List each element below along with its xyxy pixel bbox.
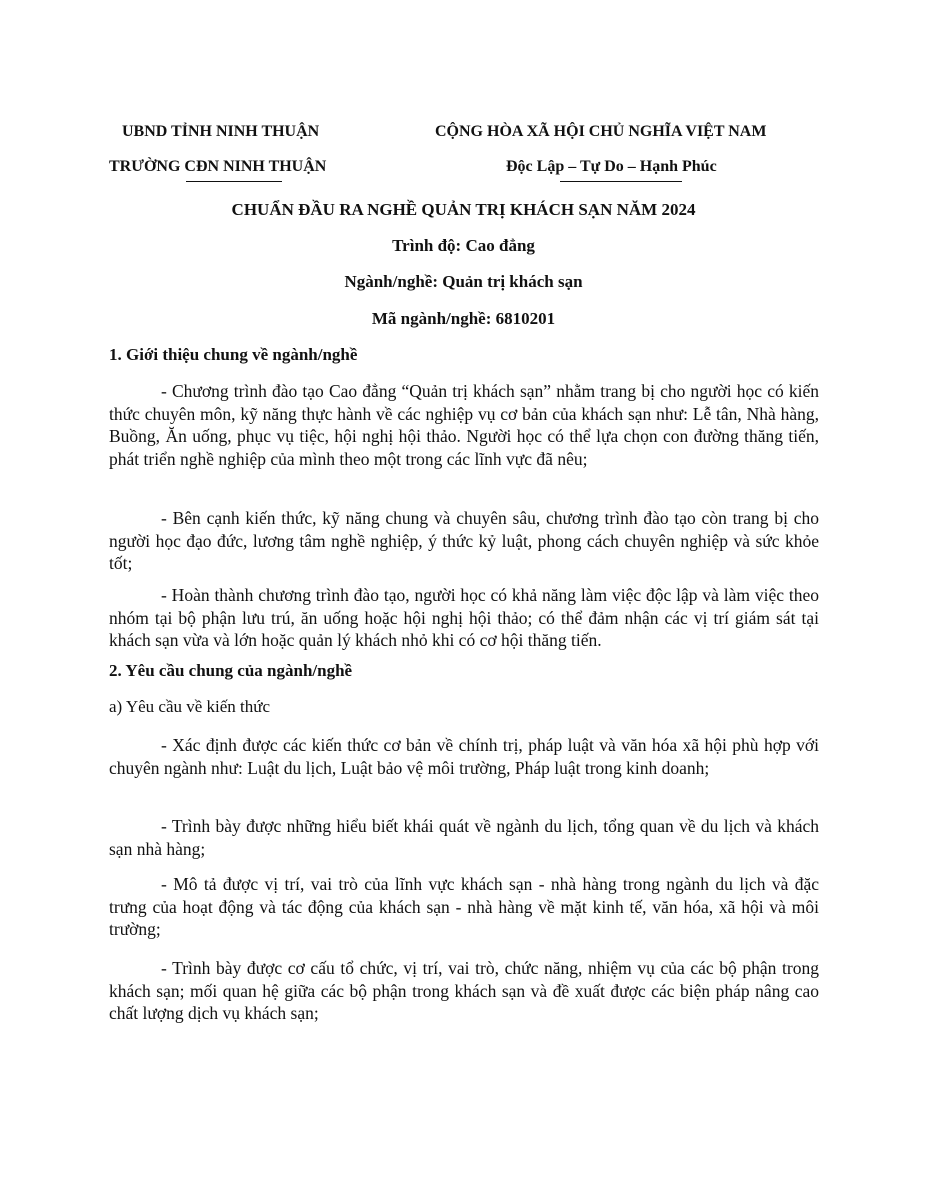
training-level: Trình độ: Cao đẳng — [392, 236, 535, 255]
section-2-paragraph: - Mô tả được vị trí, vai trò của lĩnh vực khách sạn - nhà hàng trong ngành du lịch và đặc trưng của hoạt động và tác động của khách sạn - nhà hàng về mặt kinh tế, văn hóa, xã hội và môi trường; — [109, 874, 819, 939]
school-name: TRƯỜNG CĐN NINH THUẬN — [109, 158, 327, 175]
section-2-paragraph: - Trình bày được những hiểu biết khái quát về ngành du lịch, tổng quan về du lịch và khách sạn nhà hàng; — [109, 816, 819, 859]
section-2-paragraph: - Xác định được các kiến thức cơ bản về chính trị, pháp luật và văn hóa xã hội phù hợp với chuyên ngành như: Luật du lịch, Luật bảo vệ môi trường, Pháp luật trong kinh doanh; — [109, 735, 819, 778]
agency-name: UBND TỈNH NINH THUẬN — [122, 123, 320, 140]
motto-underline — [560, 181, 682, 182]
section-1-paragraph: - Chương trình đào tạo Cao đẳng “Quản trị khách sạn” nhằm trang bị cho người học có kiến thức chuyên môn, kỹ năng thực hành về các nghiệp vụ cơ bản của khách sạn như: Lễ tân, Nhà hàng, Buồng, Ăn uống, phục vụ tiệc, hội nghị hội thảo. Người học có thể lựa chọn con đường thăng tiến, phát triển nghề nghiệp của mình theo một trong các lĩnh vực đã nêu; — [109, 381, 819, 469]
country-name: CỘNG HÒA XÃ HỘI CHỦ NGHĨA VIỆT NAM — [435, 123, 767, 140]
section-1-paragraph: - Hoàn thành chương trình đào tạo, người học có khả năng làm việc độc lập và làm việc theo nhóm tại bộ phận lưu trú, ăn uống hoặc hội nghị hội thảo; có thể đảm nhận các vị trí giám sát tại khách sạn vừa và lớn hoặc quản lý khách nhỏ khi có cơ hội thăng tiến. — [109, 585, 819, 650]
national-motto: Độc Lập – Tự Do – Hạnh Phúc — [506, 158, 717, 175]
document-title: CHUẨN ĐẦU RA NGHỀ QUẢN TRỊ KHÁCH SẠN NĂM 2024 — [231, 200, 696, 219]
knowledge-requirements-subheading: a) Yêu cầu về kiến thức — [109, 697, 271, 716]
section-2-paragraph: - Trình bày được cơ cấu tổ chức, vị trí, vai trò, chức năng, nhiệm vụ của các bộ phận trong khách sạn; mối quan hệ giữa các bộ phận trong khách sạn và đề xuất được các biện pháp nâng cao chất lượng dịch vụ khách sạn; — [109, 958, 819, 1023]
section-1-paragraph: - Bên cạnh kiến thức, kỹ năng chung và chuyên sâu, chương trình đào tạo còn trang bị cho người học đạo đức, lương tâm nghề nghiệp, ý thức kỷ luật, phong cách chuyên nghiệp và sức khỏe tốt; — [109, 508, 819, 573]
school-name-underline — [186, 181, 282, 182]
major-name: Ngành/nghề: Quản trị khách sạn — [344, 272, 583, 291]
section-1-heading: 1. Giới thiệu chung về ngành/nghề — [109, 345, 358, 364]
major-code: Mã ngành/nghề: 6810201 — [371, 309, 556, 328]
section-2-heading: 2. Yêu cầu chung của ngành/nghề — [109, 661, 353, 680]
